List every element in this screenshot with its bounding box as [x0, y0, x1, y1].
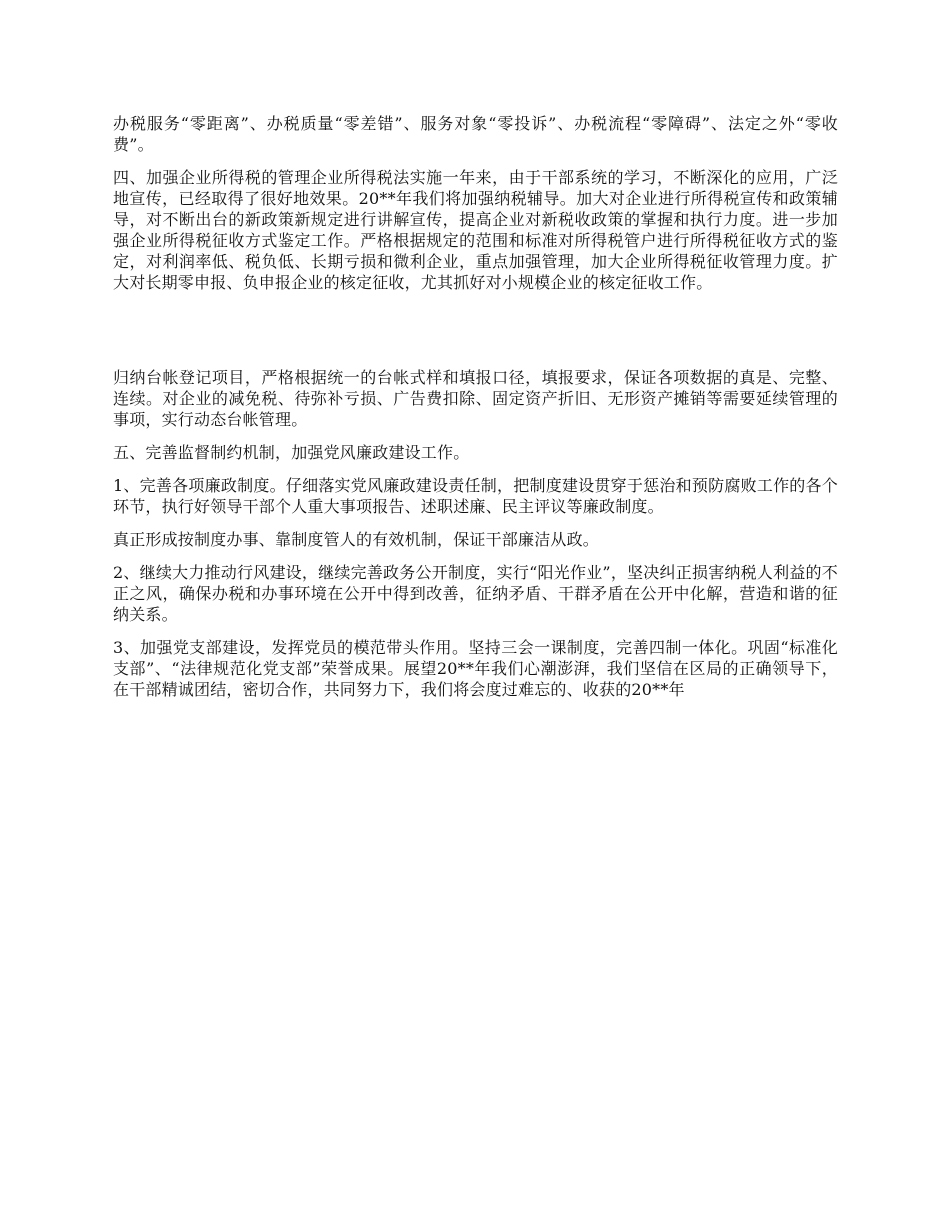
paragraph-service-zero: 办税服务“零距离”、办税质量“零差错”、服务对象“零投诉”、办税流程“零障碍”、法定之外“零收费”。 — [113, 114, 838, 154]
section-heading-supervision: 五、完善监督制约机制，加强党风廉政建设工作。 — [113, 443, 470, 462]
paragraph-ledger-registration: 归纳台帐登记项目，严格根据统一的台帐式样和填报口径，填报要求，保证各项数据的真是、完整、连续。对企业的减免税、待弥补亏损、广告费扣除、固定资产折旧、无形资产摊销等需要延续管理的事项，实行动态台帐管理。 — [113, 368, 838, 429]
paragraph-party-branch: 3、加强党支部建设，发挥党员的模范带头作用。坚持三会一课制度，完善四制一体化。巩固“标准化支部”、“法律规范化党支部”荣誉成果。展望20**年我们心潮澎湃，我们坚信在区局的正确领导下，在干部精诚团结，密切合作，共同努力下，我们将会度过难忘的、收获的20**年 — [113, 638, 838, 699]
paragraph-integrity-system: 1、完善各项廉政制度。仔细落实党风廉政建设责任制，把制度建设贯穿于惩治和预防腐败工作的各个环节，执行好领导干部个人重大事项报告、述职述廉、民主评议等廉政制度。 — [113, 476, 838, 516]
document-body — [113, 113, 838, 712]
paragraph-income-tax-management: 四、加强企业所得税的管理企业所得税法实施一年来，由于干部系统的学习，不断深化的应用，广泛地宣传，已经取得了很好地效果。20**年我们将加强纳税辅导。加大对企业进行所得税宣传和政策辅导，对不断出台的新政策新规定进行讲解宣传，提高企业对新税收政策的掌握和执行力度。进一步加强企业所得税征收方式鉴定工作。严格根据规定的范围和标准对所得税管户进行所得税征收方式的鉴定，对利润率低、税负低、长期亏损和微利企业，重点加强管理，加大企业所得税征收管理力度。扩大对长期零申报、负申报企业的核定征收，尤其抓好对小规模企业的核定征收工作。 — [113, 168, 838, 292]
paragraph-conduct-building: 2、继续大力推动行风建设，继续完善政务公开制度，实行“阳光作业”，坚决纠正损害纳税人利益的不正之风，确保办税和办事环境在公开中得到改善，征纳矛盾、干群矛盾在公开中化解，营造和谐的征纳关系。 — [113, 563, 838, 624]
paragraph-effective-mechanism: 真正形成按制度办事、靠制度管人的有效机制，保证干部廉洁从政。 — [113, 530, 600, 549]
